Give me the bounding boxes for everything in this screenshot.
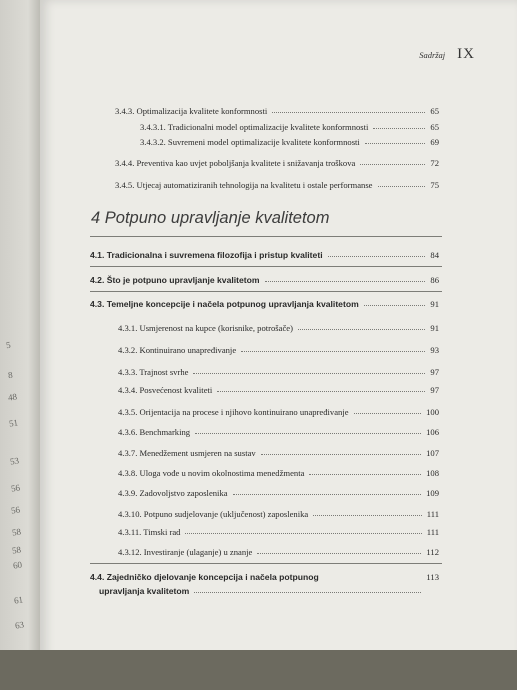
toc-entry-page: 75	[430, 180, 439, 190]
toc-subsection-title: 4.3.7. Menedžement usmjeren na sustav	[118, 448, 256, 458]
toc-subsection-page: 100	[426, 407, 439, 417]
running-header	[419, 46, 475, 63]
toc-entry-page: 72	[430, 158, 439, 168]
toc-subsection-page: 109	[426, 488, 439, 498]
toc-section-page: 113	[426, 572, 439, 582]
toc-entry-page: 69	[430, 137, 439, 147]
toc-entry	[115, 180, 439, 190]
toc-subsection	[118, 367, 439, 377]
toc-subsection	[118, 468, 439, 478]
margin-number: 58	[11, 526, 22, 538]
toc-subsection-page: 111	[426, 527, 439, 537]
toc-section-title: 4.3. Temeljne koncepcije i načela potpunog upravljanja kvalitetom	[90, 299, 359, 309]
margin-number: 51	[8, 417, 19, 429]
toc-subsection-page: 106	[426, 427, 439, 437]
toc-entry	[140, 122, 439, 132]
margin-number: 63	[14, 619, 25, 631]
toc-entry	[115, 158, 439, 168]
toc-subsection-title: 4.3.6. Benchmarking	[118, 427, 191, 437]
toc-entry	[140, 137, 439, 147]
toc-subsection	[118, 509, 439, 519]
toc-section-page: 84	[430, 250, 439, 260]
chapter-title: 4 Potpuno upravljanje kvalitetom	[91, 209, 330, 227]
toc-section-title: 4.2. Što je potpuno upravljanje kvalitetom	[90, 275, 260, 285]
background-surface	[0, 650, 517, 690]
toc-subsection-title: 4.3.9. Zadovoljstvo zaposlenika	[118, 488, 228, 498]
toc-subsection	[118, 407, 439, 417]
toc-subsection-page: 107	[426, 448, 439, 458]
margin-number: 8	[7, 369, 14, 381]
toc-entry-page: 65	[430, 106, 439, 116]
toc-subsection	[118, 345, 439, 355]
toc-subsection	[118, 323, 439, 333]
toc-section	[90, 250, 439, 260]
toc-entry	[115, 106, 439, 116]
toc-subsection-title: 4.3.5. Orijentacija na procese i njihovo kontinuirano unapređivanje	[118, 407, 349, 417]
toc-section-line1: 4.4. Zajedničko djelovanje koncepcija i načela potpunog	[90, 572, 319, 582]
toc-subsection-page: 93	[430, 345, 439, 355]
chapter-divider	[90, 236, 442, 237]
toc-subsection-title: 4.3.3. Trajnost svrhe	[118, 367, 189, 377]
toc-subsection-title: 4.3.11. Timski rad	[118, 527, 181, 537]
margin-number: 53	[9, 455, 20, 467]
toc-subsection-page: 111	[426, 509, 439, 519]
toc-subsection	[118, 488, 439, 498]
toc-entry-title: 3.4.5. Utjecaj automatiziranih tehnologija na kvalitetu i ostale performanse	[115, 180, 373, 190]
toc-subsection-page: 97	[430, 367, 439, 377]
toc-section-page: 86	[430, 275, 439, 285]
toc-entry-title: 3.4.4. Preventiva kao uvjet poboljšanja kvalitete i snižavanja troškova	[115, 158, 356, 168]
toc-entry-page: 65	[430, 122, 439, 132]
margin-number: 5	[5, 339, 12, 351]
toc-subsection-title: 4.3.1. Usmjerenost na kupce (korisnike, potrošače)	[118, 323, 293, 333]
toc-entry-title: 3.4.3.1. Tradicionalni model optimalizacije kvalitete konformnosti	[140, 122, 369, 132]
margin-number: 58	[11, 544, 22, 556]
toc-subsection	[118, 427, 439, 437]
toc-subsection	[118, 547, 439, 557]
toc-subsection-page: 108	[426, 468, 439, 478]
toc-subsection-title: 4.3.10. Potpuno sudjelovanje (uključenost) zaposlenika	[118, 509, 309, 519]
toc-section-title: 4.1. Tradicionalna i suvremena filozofija i pristup kvaliteti	[90, 250, 323, 260]
margin-number: 48	[7, 391, 18, 403]
section-divider	[90, 563, 442, 564]
toc-subsection	[118, 448, 439, 458]
toc-section-page: 91	[430, 299, 439, 309]
margin-number: 56	[10, 504, 21, 516]
margin-number: 61	[13, 594, 24, 606]
toc-section	[90, 299, 439, 309]
previous-page-edge	[0, 0, 40, 690]
header-page-number: IX	[457, 46, 475, 62]
toc-subsection	[118, 527, 439, 537]
toc-entry-title: 3.4.3. Optimalizacija kvalitete konformnosti	[115, 106, 268, 116]
toc-subsection-title: 4.3.8. Uloga vođe u novim okolnostima menedžmenta	[118, 468, 305, 478]
toc-entry-title: 3.4.3.2. Suvremeni model optimalizacije kvalitete konformnosti	[140, 137, 360, 147]
toc-section	[90, 275, 439, 285]
toc-subsection-title: 4.3.2. Kontinuirano unapređivanje	[118, 345, 237, 355]
toc-section-title: upravljanja kvalitetom	[99, 586, 190, 596]
section-divider	[90, 291, 442, 292]
toc-subsection-title: 4.3.12. Investiranje (ulaganje) u znanje	[118, 547, 253, 557]
margin-number: 56	[10, 482, 21, 494]
toc-subsection	[118, 385, 439, 395]
section-divider	[90, 266, 442, 267]
toc-subsection-title: 4.3.4. Posvećenost kvaliteti	[118, 385, 213, 395]
margin-number: 60	[12, 559, 23, 571]
toc-subsection-page: 97	[430, 385, 439, 395]
toc-subsection-page: 112	[426, 547, 439, 557]
header-section-title: Sadržaj	[419, 50, 446, 60]
toc-subsection-page: 91	[430, 323, 439, 333]
